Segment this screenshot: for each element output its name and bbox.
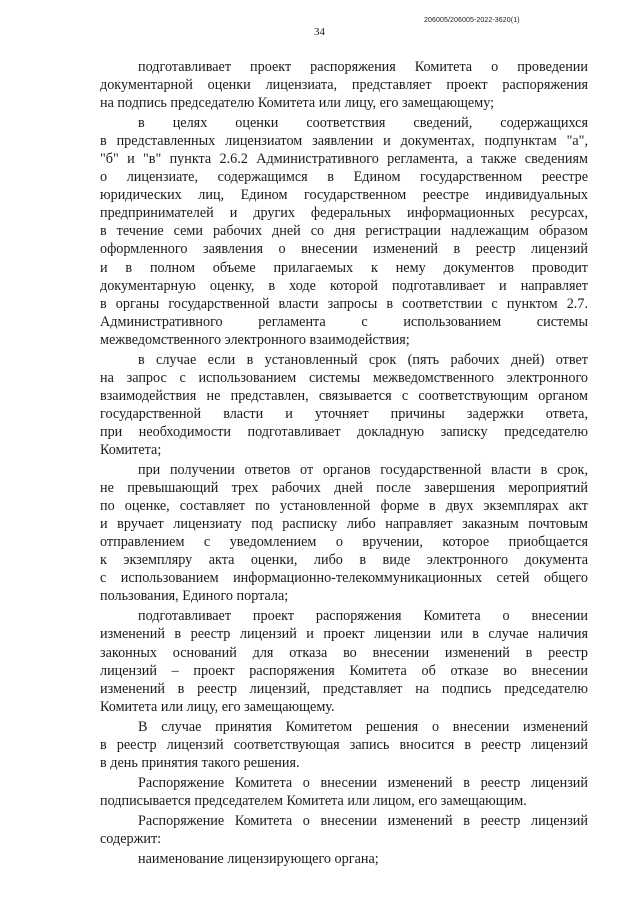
paragraph <box>100 114 588 349</box>
text-line: В случае принятия Комитетом решения о внесении изменений <box>138 718 588 735</box>
text-line: документарную оценку, в ходе которой подготавливает и направляет <box>100 277 588 294</box>
text-line: изменений в реестр лицензий и проект лицензии или в случае наличия <box>100 626 588 643</box>
text-line: содержит: <box>100 830 162 847</box>
text-line: Комитета или лицу, его замещающему. <box>100 698 335 715</box>
text-line: в день принятия такого решения. <box>100 754 300 771</box>
text-line: межведомственного электронного взаимодействия; <box>100 331 410 348</box>
text-line: Административного регламента с использованием системы <box>100 313 588 330</box>
page-number: 34 <box>314 26 325 38</box>
text-line: Комитета; <box>100 441 162 458</box>
text-line: юридических лиц, Едином государственном реестре индивидуальных <box>100 187 588 204</box>
paragraph <box>100 607 588 715</box>
text-line: на запрос с использованием системы межведомственного электронного <box>100 369 588 386</box>
text-line: отправлением с уведомлением о вручении, которое приобщается <box>100 534 588 551</box>
paragraph <box>100 58 588 112</box>
paragraph <box>100 774 588 810</box>
text-line: в органы государственной власти запросы в соответствии с пунктом 2.7. <box>100 295 588 312</box>
text-line: в представленных лицензиатом заявлении и документах, подпунктам "а", <box>100 133 588 150</box>
text-line: не превышающий трех рабочих дней после завершения мероприятий <box>100 480 588 497</box>
text-line: "б" и "в" пункта 2.6.2 Административного регламента, а также сведениям <box>100 151 588 168</box>
document-id: 206005/206005-2022-3620(1) <box>424 17 520 24</box>
text-line: в течение семи рабочих дней со дня регистрации надлежащим образом <box>100 223 588 240</box>
paragraph <box>100 850 588 868</box>
text-line: в реестр лицензий соответствующая запись вносится в реестр лицензий <box>100 736 588 753</box>
text-line: наименование лицензирующего органа; <box>138 851 379 868</box>
text-line: на подпись председателю Комитета или лицу, его замещающему; <box>100 95 495 112</box>
text-line: Распоряжение Комитета о внесении изменений в реестр лицензий <box>138 812 588 829</box>
text-line: лицензий – проект распоряжения Комитета об отказе во внесении <box>100 662 588 679</box>
paragraph <box>100 461 588 605</box>
paragraph <box>100 812 588 848</box>
text-line: в случае если в установленный срок (пять рабочих дней) ответ <box>138 351 588 368</box>
text-line: с использованием информационно-телекоммуникационных сетей общего <box>100 570 588 587</box>
text-line: к экземпляру акта оценки, либо в виде электронного документа <box>100 552 588 569</box>
paragraph <box>100 718 588 772</box>
text-line: оформленного заявления о внесении изменений в реестр лицензий <box>100 241 588 258</box>
text-line: при необходимости подготавливает докладную записку председателю <box>100 423 588 440</box>
text-line: и вручает лицензиату под расписку либо направляет заказным почтовым <box>100 516 588 533</box>
text-line: и в полном объеме прилагаемых к нему документов проводит <box>100 259 588 276</box>
text-line: изменений в реестр лицензий, представляет на подпись председателю <box>100 680 588 697</box>
text-line: по оценке, составляет по установленной форме в двух экземплярах акт <box>100 498 588 515</box>
text-line: подготавливает проект распоряжения Комитета о проведении <box>138 59 588 75</box>
text-line: подписывается председателем Комитета или лицом, его замещающим. <box>100 792 527 809</box>
text-line: о лицензиате, содержащимся в Едином государственном реестре <box>100 169 588 186</box>
text-line: взаимодействия не представлен, связывается с соответствующим органом <box>100 387 588 404</box>
text-line: предпринимателей и других федеральных информационных ресурсах, <box>100 205 588 222</box>
text-line: государственной власти и уточняет причины задержки ответа, <box>100 405 588 422</box>
text-line: Распоряжение Комитета о внесении изменений в реестр лицензий <box>138 774 588 791</box>
text-line: законных оснований для отказа во внесении изменений в реестр <box>100 644 588 661</box>
document-body <box>100 58 588 868</box>
text-line: пользования, Единого портала; <box>100 588 289 605</box>
text-line: при получении ответов от органов государственной власти в срок, <box>138 462 588 479</box>
text-line: подготавливает проект распоряжения Комитета о внесении <box>138 608 588 625</box>
text-line: документарной оценки лицензиата, представляет проект распоряжения <box>100 77 588 94</box>
text-line: в целях оценки соответствия сведений, содержащихся <box>138 115 588 132</box>
paragraph <box>100 351 588 459</box>
